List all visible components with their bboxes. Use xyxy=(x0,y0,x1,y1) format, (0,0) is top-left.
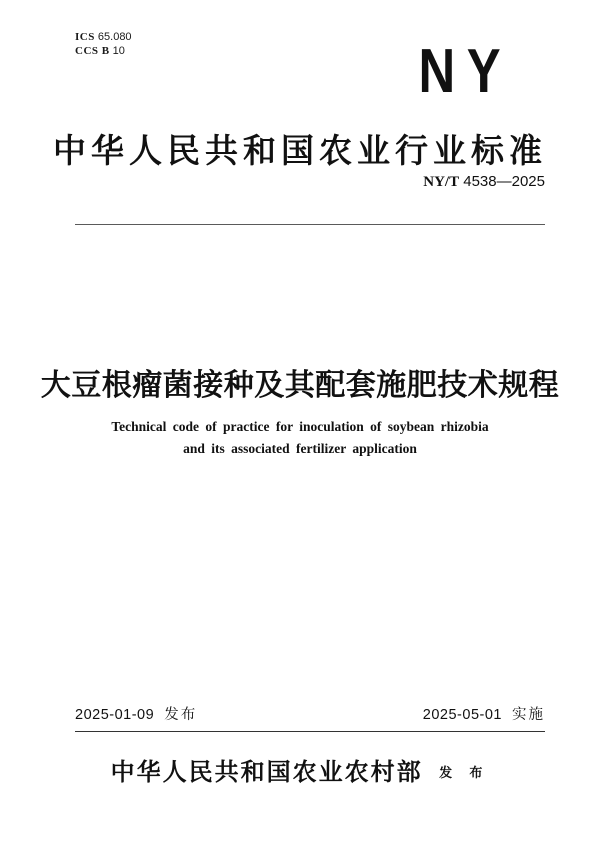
footer xyxy=(0,752,600,787)
header-divider xyxy=(75,224,545,225)
implement-label: 实施 xyxy=(512,707,545,723)
title-english-line1: Technical code of practice for inoculation of soybean rhizobia xyxy=(111,419,489,434)
ics-code xyxy=(75,30,132,44)
standard-type-heading: 中华人民共和国农业行业标准 xyxy=(53,132,547,169)
title-english-line2: and its associated fertilizer application xyxy=(183,441,417,456)
dates-row xyxy=(75,703,545,732)
ccs-label: CCS B xyxy=(75,45,110,57)
title-chinese: 大豆根瘤菌接种及其配套施肥技术规程 xyxy=(40,369,560,402)
classification-codes xyxy=(75,30,132,58)
release-label: 发 布 xyxy=(439,765,490,780)
title-english xyxy=(0,416,600,460)
standard-number xyxy=(423,173,545,191)
ccs-code xyxy=(75,44,132,58)
issue-label: 发布 xyxy=(164,707,198,723)
publisher-name: 中华人民共和国农业农村部 xyxy=(110,760,423,786)
implement-date: 2025-05-01 xyxy=(422,707,502,723)
standard-number-digits: 4538—2025 xyxy=(463,173,545,190)
standard-number-prefix: NY/T xyxy=(423,174,460,190)
ccs-value: 10 xyxy=(112,45,125,57)
issue-date-group xyxy=(75,703,197,724)
ics-label: ICS xyxy=(75,31,95,43)
issue-date: 2025-01-09 xyxy=(75,707,155,723)
implement-date-group xyxy=(423,703,545,724)
ny-logo: NY xyxy=(418,37,512,106)
ics-value: 65.080 xyxy=(97,31,132,43)
